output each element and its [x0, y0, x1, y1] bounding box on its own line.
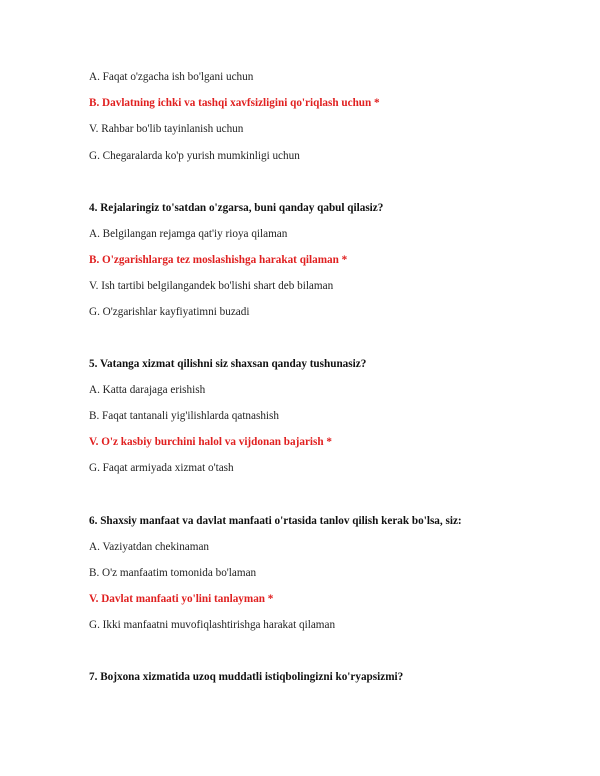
q5-option-g: G. Faqat armiyada xizmat o'tash	[89, 462, 234, 474]
q4-option-a: A. Belgilangan rejamga qat'iy rioya qilaman	[89, 228, 288, 240]
q4-option-b-correct: B. O'zgarishlarga tez moslashishga harakat qilaman *	[89, 254, 348, 266]
q5-option-v-correct: V. O'z kasbiy burchini halol va vijdonan bajarish *	[89, 436, 332, 448]
q6-option-g: G. Ikki manfaatni muvofiqlashtirishga harakat qilaman	[89, 619, 336, 631]
q7-question: 7. Bojxona xizmatida uzoq muddatli istiqbolingizni ko'ryapsizmi?	[89, 671, 404, 683]
q4-option-v: V. Ish tartibi belgilangandek bo'lishi shart deb bilaman	[89, 280, 334, 292]
q6-question: 6. Shaxsiy manfaat va davlat manfaati o'rtasida tanlov qilish kerak bo'lsa, siz:	[89, 515, 462, 527]
q6-option-a: A. Vaziyatdan chekinaman	[89, 541, 210, 553]
q3-option-v: V. Rahbar bo'lib tayinlanish uchun	[89, 123, 244, 135]
q5-option-b: B. Faqat tantanali yig'ilishlarda qatnashish	[89, 410, 279, 422]
q4-option-g: G. O'zgarishlar kayfiyatimni buzadi	[89, 306, 250, 318]
q6-option-b: B. O'z manfaatim tomonida bo'laman	[89, 567, 257, 579]
q5-option-a: A. Katta darajaga erishish	[89, 384, 206, 396]
q4-question: 4. Rejalaringiz to'satdan o'zgarsa, buni qanday qabul qilasiz?	[89, 202, 384, 214]
q6-option-v-correct: V. Davlat manfaati yo'lini tanlayman *	[89, 593, 274, 605]
q3-option-g: G. Chegaralarda ko'p yurish mumkinligi uchun	[89, 150, 300, 162]
q5-question: 5. Vatanga xizmat qilishni siz shaxsan qanday tushunasiz?	[89, 358, 367, 370]
q3-option-a: A. Faqat o'zgacha ish bo'lgani uchun	[89, 71, 254, 83]
q3-option-b-correct: B. Davlatning ichki va tashqi xavfsizligini qo'riqlash uchun *	[89, 97, 380, 109]
